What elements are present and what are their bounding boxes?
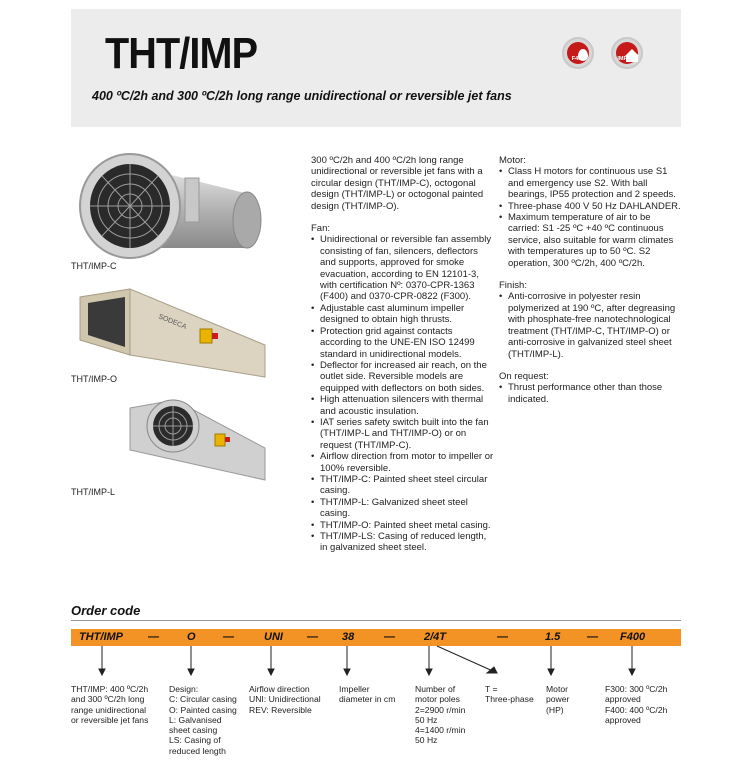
code-design: O <box>187 631 196 643</box>
svg-text:SODECA: SODECA <box>157 313 188 331</box>
code-dash: — <box>497 631 508 643</box>
code-poles: 2/4T <box>424 631 447 643</box>
fan-feature: • IAT series safety switch built into the fan (THT/IMP-L and THT/IMP-O) or on request (THT/IMP-C). <box>311 417 494 451</box>
code-dash: — <box>587 631 598 643</box>
motor-item: • Class H motors for continuous use S1 and emergency use S2. With ball bearings, IP55 protection and 2 speeds. <box>499 166 681 200</box>
desc-power: Motor power (HP) <box>546 684 570 715</box>
fan-heading: Fan: <box>311 223 331 235</box>
fan-feature: • THT/IMP-LS: Casing of reduced length, in galvanized sheet steel. <box>311 531 494 554</box>
motor-heading: Motor: <box>499 155 526 166</box>
desc-airflow: Airflow direction UNI: Unidirectional REV: Reversible <box>249 684 321 715</box>
product-label-c: THT/IMP-C <box>71 261 117 271</box>
fan-feature: • High attenuation silencers with thermal and acoustic insulation. <box>311 394 494 417</box>
fire-badge-label: F400 <box>571 56 585 62</box>
fan-feature: • THT/IMP-C: Painted sheet steel circular casing. <box>311 474 494 497</box>
motor-item: • Three-phase 400 V 50 Hz DAHLANDER. <box>499 201 681 212</box>
desc-series: THT/IMP: 400 ºC/2h and 300 ºC/2h long range unidirectional or reversible jet fans <box>71 684 149 725</box>
code-dash: — <box>148 631 159 643</box>
request-heading: On request: <box>499 370 549 382</box>
desc-phase: T = Three-phase <box>485 684 534 705</box>
fan-feature: • Airflow direction from motor to impeller or 100% reversible. <box>311 451 494 474</box>
request-item: • Thrust performance other than those indicated. <box>499 382 681 405</box>
code-certification: F400 <box>620 631 646 643</box>
finish-heading: Finish: <box>499 280 527 292</box>
code-power: 1.5 <box>545 631 561 643</box>
desc-diameter: Impeller diameter in cm <box>339 684 396 705</box>
code-diameter: 38 <box>342 631 355 643</box>
product-label-l: THT/IMP-L <box>71 487 115 497</box>
product-label-o: THT/IMP-O <box>71 374 117 384</box>
intro-text: 300 ºC/2h and 400 ºC/2h long range unidirectional or reversible jet fans with a circular design (THT/IMP-C), octogonal design (THT/IMP-L) or octogonal painted design (THT/IMP-O). <box>311 155 484 212</box>
fan-feature: • Unidirectional or reversible fan assembly consisting of fan, silencers, deflectors and supports, approved for smoke evacuation, according to EN 12101-3, with certification Nº: 0370-CPR-1363 (F400) and 0370-CPR-0822 (F300). <box>311 234 494 302</box>
motor-item: • Maximum temperature of air to be carried: S1 -25 ºC +40 ºC continuous service, also suitable for warm climates with temperatures up to 50 ºC. S2 operation, 300 ºC/2h, 400 ºC/2h. <box>499 212 681 269</box>
order-code-title: Order code <box>71 603 141 618</box>
fan-feature: • Protection grid against contacts according to the UNE-EN ISO 12499 standard in unidirectional models. <box>311 326 494 360</box>
desc-design: Design: C: Circular casing O: Painted casing L: Galvanised sheet casing LS: Casing of reduced length <box>169 684 237 756</box>
desc-poles: Number of motor poles 2=2900 r/min 50 Hz 4=1400 r/min 50 Hz <box>415 684 466 746</box>
desc-certification: F300: 300 ºC/2h approved F400: 400 ºC/2h approved <box>605 684 668 725</box>
fan-feature: • THT/IMP-L: Galvanized sheet steel casing. <box>311 497 494 520</box>
code-series: THT/IMP <box>79 631 123 643</box>
code-dash: — <box>384 631 395 643</box>
code-dash: — <box>223 631 234 643</box>
fan-feature: • THT/IMP-O: Painted sheet metal casing. <box>311 520 494 531</box>
code-dash: — <box>307 631 318 643</box>
code-airflow: UNI <box>264 631 283 643</box>
fan-feature: • Adjustable cast aluminum impeller designed to obtain high thrusts. <box>311 303 494 326</box>
house-badge-label: IMP02h <box>617 56 637 62</box>
page-title: THT/IMP <box>105 29 258 78</box>
finish-item: • Anti-corrosive in polyester resin polymerized at 190 ºC, after degreasing with phosphate-free nanotechnological treatment (THT/IMP-C, THT/IMP-O) or anti-corrosive in galvanized steel sheet (THT/IMP-L). <box>499 291 681 359</box>
fan-feature: • Deflector for increased air reach, on the outlet side. Reversible models are equipped with deflectors on both sides. <box>311 360 494 394</box>
page-subtitle: 400 ºC/2h and 300 ºC/2h long range unidirectional or reversible jet fans <box>92 89 512 103</box>
